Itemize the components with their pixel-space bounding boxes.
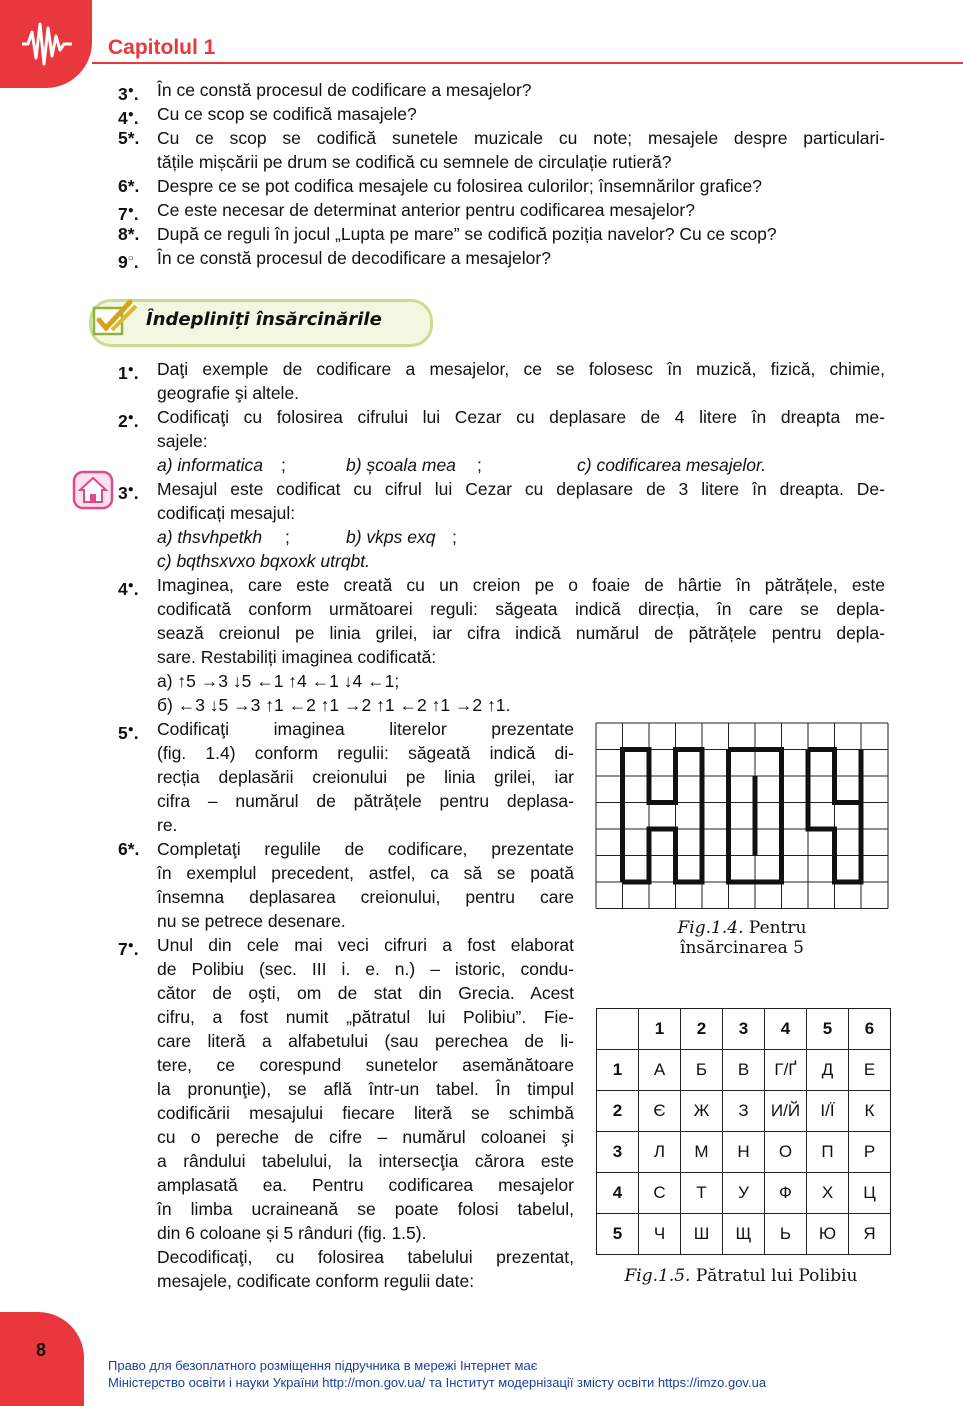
task-text: Daţi exemple de codificare a mesajelor, ce se folosesc în muzică, fizică, chimie, — [157, 359, 885, 379]
table-cell: Я — [849, 1214, 891, 1255]
row-header: 5 — [597, 1214, 639, 1255]
question-number: 9○. — [118, 252, 139, 272]
table-cell: Щ — [723, 1214, 765, 1255]
figure-caption: Fig.1.4. Pentru însărcinarea 5 — [677, 918, 807, 958]
task-number: 4●. — [118, 579, 139, 599]
table-cell: Ш — [681, 1214, 723, 1255]
task-number: 7●. — [118, 939, 139, 959]
task-text: a rândului tabelului, la intersecţia cărora este — [157, 1151, 574, 1171]
task-sequence: a) ↑5 →3 ↓5 ←1 ↑4 ←1 ↓4 ←1; — [157, 671, 400, 691]
table-cell: С — [639, 1173, 681, 1214]
table-cell: Д — [807, 1050, 849, 1091]
table-cell: К — [849, 1091, 891, 1132]
checkmark-pencil-icon — [90, 296, 140, 342]
row-header: 3 — [597, 1132, 639, 1173]
task-text: recția deplasării creionului pe linia grilei, iar — [157, 767, 574, 787]
question-text: Cu ce scop se codifică sunetele muzicale cu note; mesajele despre particulari- — [157, 128, 885, 148]
table-cell: Е — [849, 1050, 891, 1091]
row-header: 1 — [597, 1050, 639, 1091]
column-header: 2 — [681, 1009, 723, 1050]
letter-n-shape — [623, 750, 703, 883]
task-text: cifra – numărul de pătrățele pentru deplasa- — [157, 791, 574, 811]
punctuation: ; — [285, 527, 290, 547]
table-cell: Ц — [849, 1173, 891, 1214]
question-number: 3●. — [118, 84, 139, 104]
question-text: În ce constă procesul de codificare a mesajelor? — [157, 80, 532, 100]
task-text: codificării mesajului fiecare literă se schimbă — [157, 1103, 574, 1123]
header-divider — [92, 62, 963, 64]
question-text: Ce este necesar de determinat anterior pentru codificarea mesajelor? — [157, 200, 695, 220]
figure-grid-drawing — [595, 722, 889, 910]
task-option: c) bqthsxvxo bqxoxk utrqbt. — [157, 551, 371, 571]
task-text: mesajele, codificate conform regulii date: — [157, 1271, 475, 1291]
table-cell: Н — [723, 1132, 765, 1173]
table-cell: Ь — [765, 1214, 807, 1255]
task-option: c) codificarea mesajelor. — [577, 455, 767, 475]
table-cell: В — [723, 1050, 765, 1091]
table-row — [597, 1173, 891, 1214]
task-text: Mesajul este codificat cu cifrul lui Cezar cu deplasare de 3 litere în dreapta. De- — [157, 479, 885, 499]
column-header: 5 — [807, 1009, 849, 1050]
task-text: sare. Restabiliți imaginea codificată: — [157, 647, 437, 667]
question-text: După ce reguli în jocul „Lupta pe mare” se codifică poziția navelor? Cu ce scop? — [157, 224, 777, 244]
footer-license-line: Право для безоплатного розміщення підручника в мережі Інтернет має — [108, 1358, 538, 1373]
column-header: 6 — [849, 1009, 891, 1050]
question-number: 5*. — [118, 128, 140, 148]
column-header: 1 — [639, 1009, 681, 1050]
table-corner-cell — [597, 1009, 639, 1050]
section-title: Îndepliniți însărcinările — [146, 309, 382, 330]
task-text: tere, ce corespund sunetelor asemănătoare — [157, 1055, 574, 1075]
table-cell: Ю — [807, 1214, 849, 1255]
task-option: a) informatica — [157, 455, 264, 475]
task-text: Unul din cele mai veci cifruri a fost elaborat — [157, 935, 574, 955]
task-text: codificată conform următoarei reguli: săgeata indică direcția, în care se depla- — [157, 599, 885, 619]
task-number: 3●. — [118, 483, 139, 503]
table-row — [597, 1091, 891, 1132]
task-number: 2●. — [118, 411, 139, 431]
table-cell: Б — [681, 1050, 723, 1091]
table-header-row — [597, 1009, 891, 1050]
question-number: 4●. — [118, 108, 139, 128]
table-cell: Л — [639, 1132, 681, 1173]
table-row — [597, 1214, 891, 1255]
question-number: 6*. — [118, 176, 140, 196]
table-cell: И/Й — [765, 1091, 807, 1132]
task-text: codificați mesajul: — [157, 503, 296, 523]
figure-caption: Fig.1.5. Pătratul lui Polibiu — [624, 1266, 858, 1286]
table-cell: У — [723, 1173, 765, 1214]
table-cell: Х — [807, 1173, 849, 1214]
punctuation: ; — [281, 455, 286, 475]
table-cell: Ч — [639, 1214, 681, 1255]
task-text: Decodificaţi, cu folosirea tabelului prezentat, — [157, 1247, 574, 1267]
task-text: Completaţi regulile de codificare, prezentate — [157, 839, 574, 859]
home-task-icon — [72, 468, 116, 512]
task-number: 6*. — [118, 839, 140, 859]
column-header: 3 — [723, 1009, 765, 1050]
task-text: (fig. 1.4) conform regulii: săgeată indică di- — [157, 743, 574, 763]
column-header: 4 — [765, 1009, 807, 1050]
punctuation: ; — [477, 455, 482, 475]
table-cell: О — [765, 1132, 807, 1173]
task-text: de Polibiu (sec. III i. e. n.) – istoric, condu- — [157, 959, 574, 979]
table-cell: Т — [681, 1173, 723, 1214]
soundwave-icon — [0, 0, 92, 88]
task-text: însemna deplasarea creionului, pentru care — [157, 887, 574, 907]
task-number: 5●. — [118, 723, 139, 743]
question-text: tățile mișcării pe drum se codifică cu semnele de circulație rutieră? — [157, 152, 672, 172]
task-text: cător de oşti, om de stat din Grecia. Acest — [157, 983, 574, 1003]
task-text: nu se petrece desenare. — [157, 911, 346, 931]
task-text: care literă a alfabetului (sau perechea de li- — [157, 1031, 574, 1051]
question-number: 8*. — [118, 224, 140, 244]
task-sequence: б) ←3 ↓5 →3 ↑1 ←2 ↑1 →2 ↑1 ←2 ↑1 →2 ↑1. — [157, 695, 511, 715]
question-text: Cu ce scop se codifică masajele? — [157, 104, 417, 124]
table-cell: П — [807, 1132, 849, 1173]
task-option: a) thsvhpetkh — [157, 527, 263, 547]
task-text: în exemplul precedent, astfel, ca să se poată — [157, 863, 574, 883]
table-row — [597, 1132, 891, 1173]
task-text: în limba ucraineană se poate folosi tabelul, — [157, 1199, 574, 1219]
page-number: 8 — [36, 1340, 47, 1360]
task-text: din 6 coloane și 5 rânduri (fig. 1.5). — [157, 1223, 427, 1243]
punctuation: ; — [452, 527, 457, 547]
row-header: 4 — [597, 1173, 639, 1214]
task-text: Codificaţi imaginea literelor prezentate — [157, 719, 574, 739]
table-cell: З — [723, 1091, 765, 1132]
table-cell: М — [681, 1132, 723, 1173]
task-text: Imaginea, care este creată cu un creion pe o foaie de hârtie în pătrățele, este — [157, 575, 885, 595]
question-text: În ce constă procesul de decodificare a mesajelor? — [157, 248, 551, 268]
question-number: 7●. — [118, 204, 139, 224]
table-cell: Ж — [681, 1091, 723, 1132]
footer-license-line: Міністерство освіти і науки України http://mon.gov.ua/ та Інститут модернізації змісту освіти https://imzo.gov.ua — [108, 1375, 767, 1390]
task-text: re. — [157, 815, 178, 835]
chapter-logo — [0, 0, 92, 88]
task-text: sează creionul pe linia grilei, iar cifra indică numărul de pătrățele pentru depla- — [157, 623, 885, 643]
table-cell: Ф — [765, 1173, 807, 1214]
task-text: cifru, a fost numit „pătratul lui Polibiu”. Fie- — [157, 1007, 574, 1027]
task-number: 1●. — [118, 363, 139, 383]
row-header: 2 — [597, 1091, 639, 1132]
question-text: Despre ce se pot codifica mesajele cu folosirea culorilor; însemnărilor grafice? — [157, 176, 762, 196]
table-cell: Р — [849, 1132, 891, 1173]
table-cell: І/Ї — [807, 1091, 849, 1132]
polybius-table — [596, 1008, 891, 1255]
table-cell: Г/Ґ — [765, 1050, 807, 1091]
task-text: la pronunţie), se află într-un tabel. În timpul — [157, 1079, 574, 1099]
table-cell: Є — [639, 1091, 681, 1132]
chapter-title: Capitolul 1 — [108, 36, 216, 59]
table-row — [597, 1050, 891, 1091]
task-text: cu o pereche de cifre – numărul coloanei şi — [157, 1127, 574, 1147]
task-option: b) vkps exq — [346, 527, 436, 547]
table-cell: А — [639, 1050, 681, 1091]
task-text: geografie şi altele. — [157, 383, 300, 403]
task-text: sajele: — [157, 431, 208, 451]
task-text: amplasată ea. Pentru codificarea mesajelor — [157, 1175, 574, 1195]
task-option: b) școala mea — [346, 455, 456, 475]
task-text: Codificaţi cu folosirea cifrului lui Cezar cu deplasare de 4 litere în dreapta me- — [157, 407, 885, 427]
